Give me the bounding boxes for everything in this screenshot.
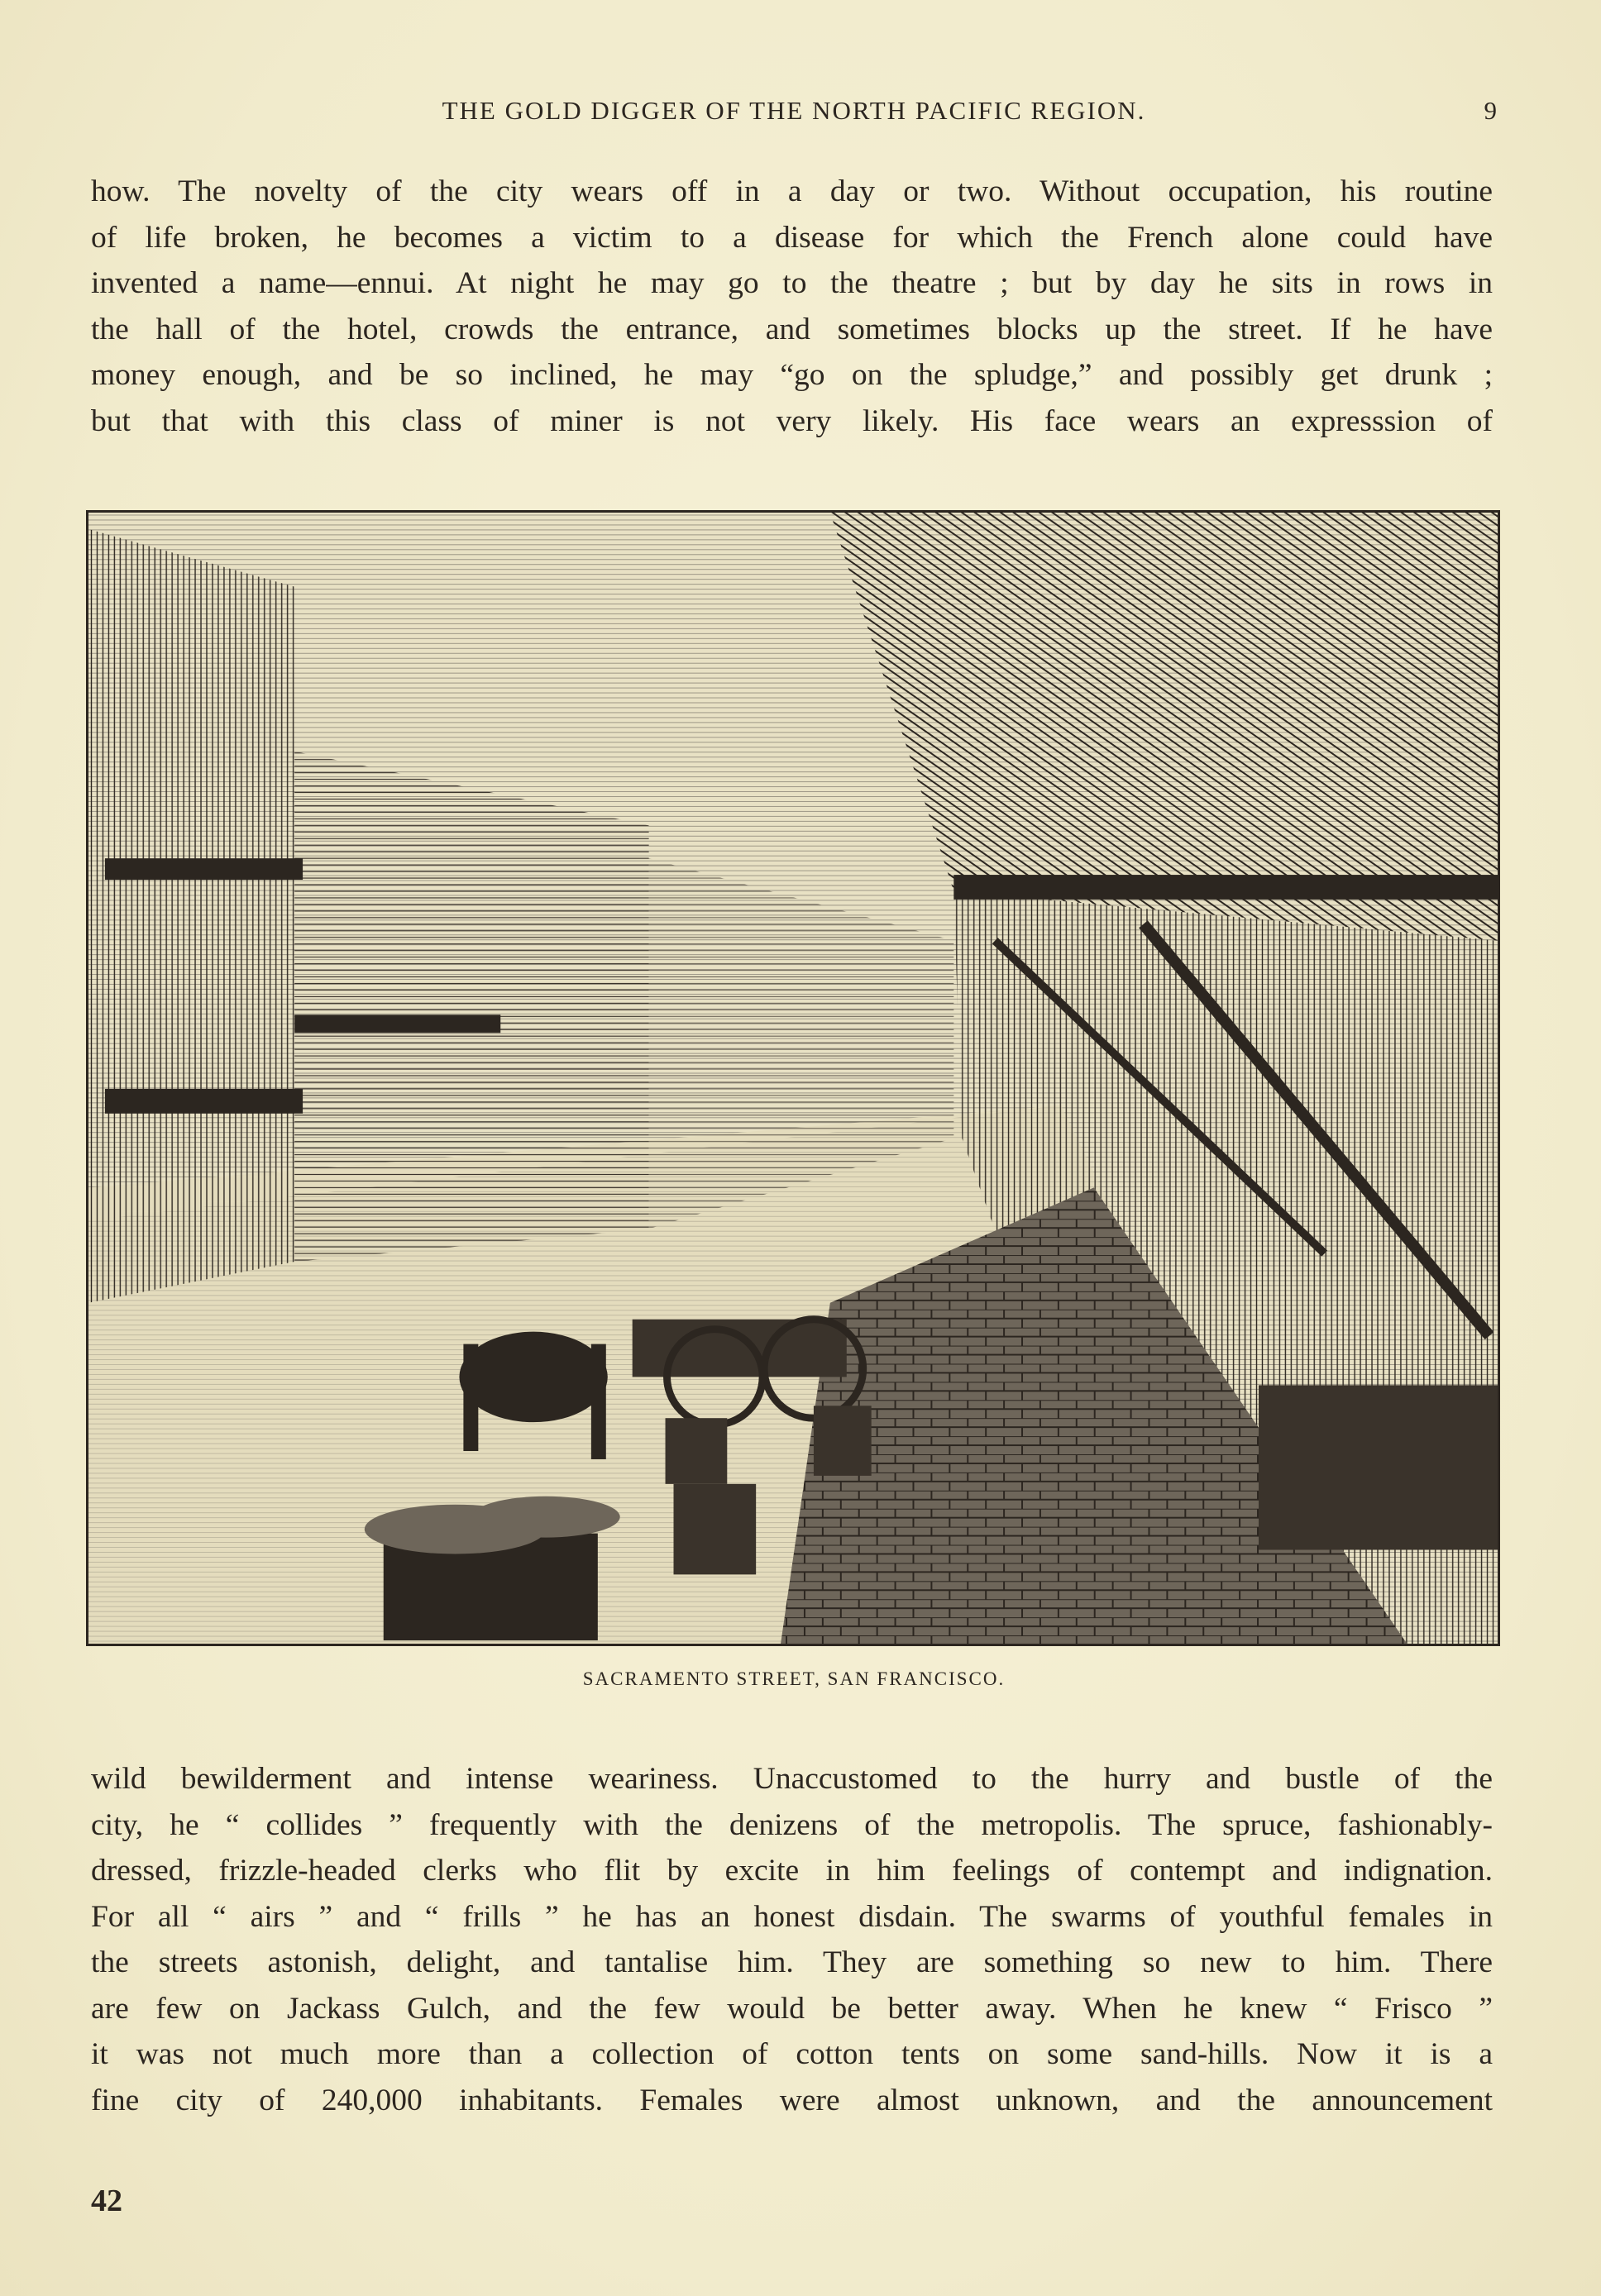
text-line: it was not much more than a collection of cotton tents on some sand-hills. Now it is a (91, 2037, 1493, 2071)
text-line: of life broken, he becomes a victim to a disease for which the French alone could have (91, 220, 1493, 255)
running-title: THE GOLD DIGGER OF THE NORTH PACIFIC REGION. (442, 96, 1146, 125)
running-head (91, 93, 1497, 134)
signature-mark: 42 (91, 2184, 122, 2218)
text-line: money enough, and be so inclined, he may “go on the spludge,” and possibly get drunk ; (91, 358, 1493, 392)
page-number: 9 (1484, 96, 1497, 125)
paragraph-top (91, 169, 1493, 444)
text-line: For all “ airs ” and “ frills ” he has an honest disdain. The swarms of youthful females in (91, 1899, 1493, 1934)
text-line: are few on Jackass Gulch, and the few would be better away. When he knew “ Frisco ” (91, 1991, 1493, 2026)
text-line: fine city of 240,000 inhabitants. Females were almost unknown, and the announcement (91, 2083, 1493, 2117)
text-line: but that with this class of miner is not very likely. His face wears an expresssion of (91, 403, 1493, 438)
text-line: city, he “ collides ” frequently with the denizens of the metropolis. The spruce, fashionably- (91, 1807, 1493, 1842)
engraving-illustration (86, 510, 1500, 1646)
paragraph-bottom (91, 1756, 1493, 2123)
figure-caption: SACRAMENTO STREET, SAN FRANCISCO. (582, 1668, 1006, 1689)
text-line: the streets astonish, delight, and tantalise him. They are something so new to him. There (91, 1945, 1493, 1979)
text-line: the hall of the hotel, crowds the entrance, and sometimes blocks up the street. If he have (91, 312, 1493, 346)
text-line: wild bewilderment and intense weariness. Unaccustomed to the hurry and bustle of the (91, 1762, 1493, 1796)
text-line: how. The novelty of the city wears off in a day or two. Without occupation, his routine (91, 174, 1493, 208)
street-scene-engraving (88, 513, 1498, 1644)
text-line: invented a name—ennui. At night he may go to the theatre ; but by day he sits in rows in (91, 266, 1493, 300)
text-line: dressed, frizzle-headed clerks who flit by excite in him feelings of contempt and indignation. (91, 1854, 1493, 1888)
